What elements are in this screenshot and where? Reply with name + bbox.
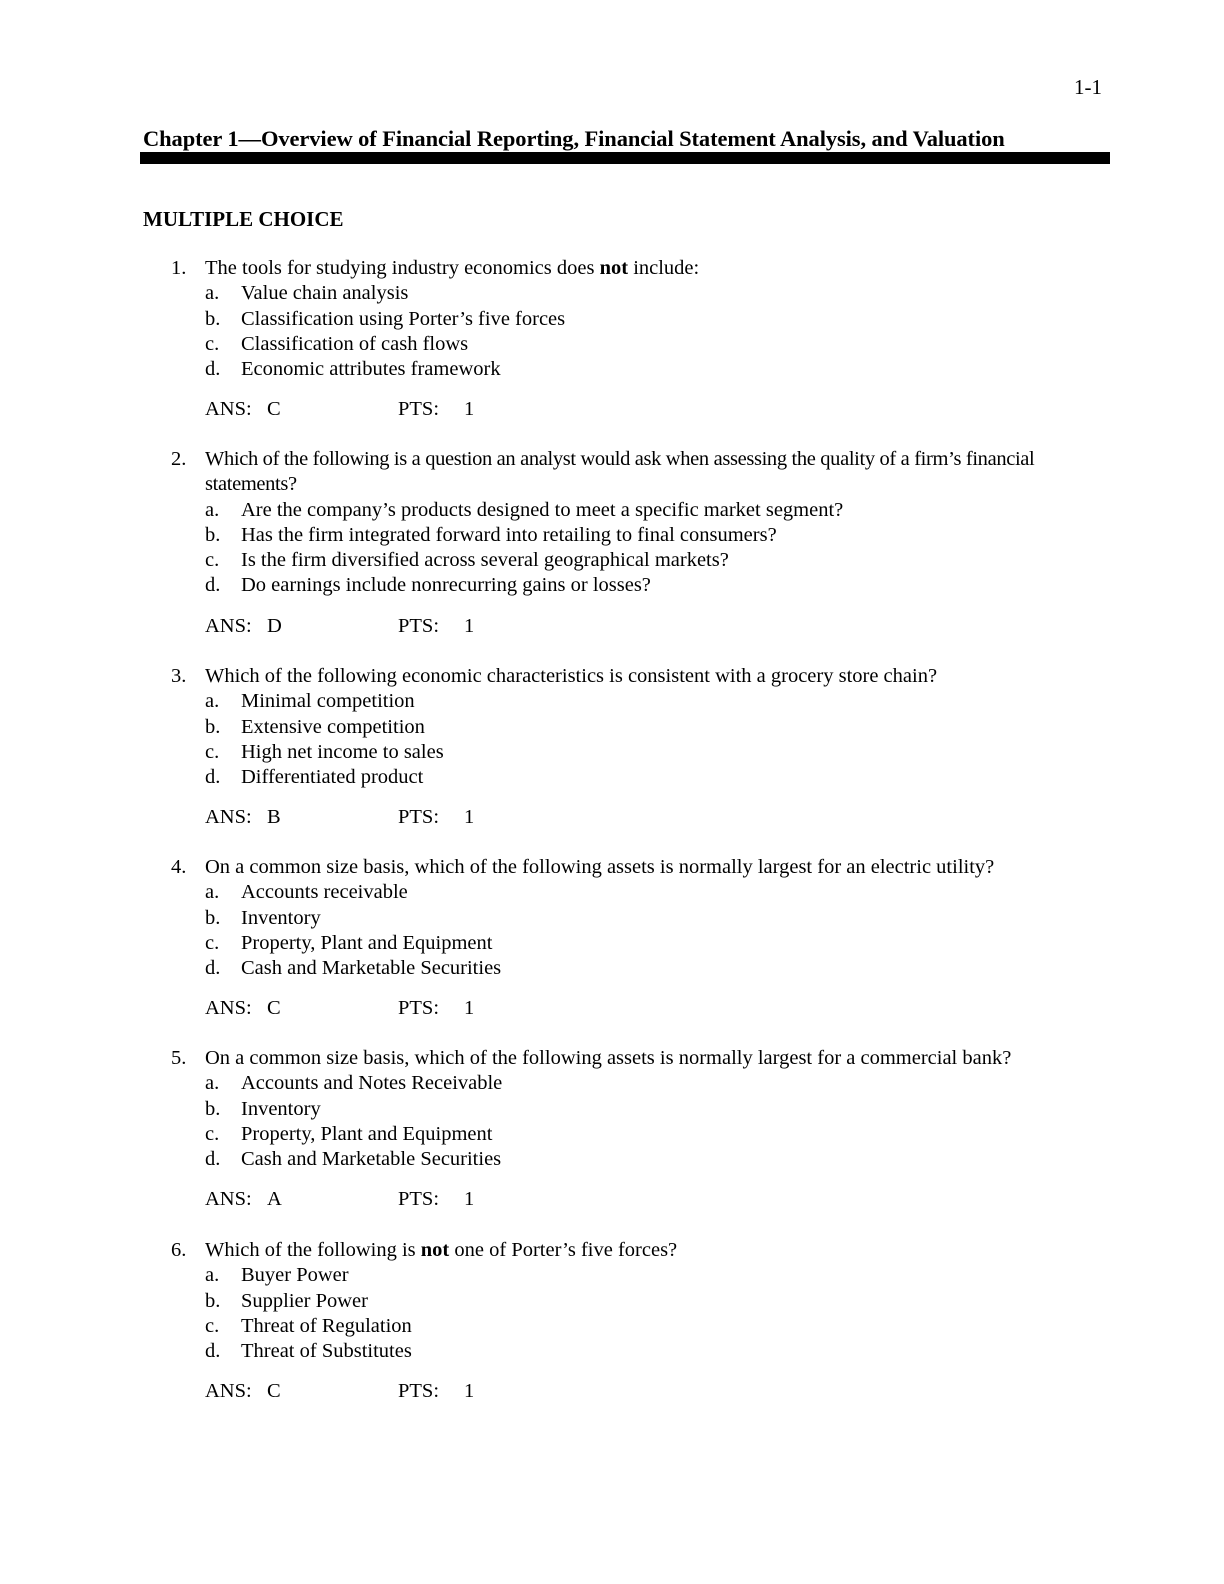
question-number: 3. <box>171 665 187 687</box>
question-1 <box>171 256 1091 423</box>
question-text: Which of the following economic characteristics is consistent with a grocery store chain? <box>205 665 938 687</box>
choice-a: a. Value chain analysis <box>205 282 409 305</box>
choice-c: c. Property, Plant and Equipment <box>205 931 493 954</box>
question-2 <box>171 447 1091 639</box>
question-text: Which of the following is a question an analyst would ask when assessing the quality of a firm’s financial statements? <box>205 448 1035 496</box>
answer-line <box>205 996 1091 1021</box>
choice-d: d. Threat of Substitutes <box>205 1340 412 1363</box>
choice-c: c. Property, Plant and Equipment <box>205 1122 493 1145</box>
answer-value: D <box>267 614 282 637</box>
answer-line <box>205 614 1091 639</box>
answer-line <box>205 1187 1091 1212</box>
choice-a: a. Accounts and Notes Receivable <box>205 1072 503 1095</box>
question-number: 5. <box>171 1047 187 1069</box>
question-stem <box>171 664 1091 689</box>
choice-c: c. Threat of Regulation <box>205 1314 412 1337</box>
choice-b: b. Classification using Porter’s five forces <box>205 307 566 330</box>
points-value: 1 <box>464 997 475 1020</box>
choice-c: c. Is the firm diversified across several geographical markets? <box>205 549 729 572</box>
answer-value: C <box>267 1380 281 1403</box>
choice-d: d. Cash and Marketable Securities <box>205 1148 502 1171</box>
chapter-title: Chapter 1—Overview of Financial Reporting, Financial Statement Analysis, and Valuation <box>143 126 1005 151</box>
question-6 <box>171 1238 1091 1405</box>
section-heading: MULTIPLE CHOICE <box>143 207 344 231</box>
question-number: 2. <box>171 448 187 470</box>
question-3 <box>171 664 1091 831</box>
choice-b: b. Has the firm integrated forward into retailing to final consumers? <box>205 523 777 546</box>
question-stem <box>171 1046 1091 1071</box>
choice-d: d. Cash and Marketable Securities <box>205 957 502 980</box>
question-stem <box>171 855 1091 880</box>
question-stem <box>171 256 1091 281</box>
choice-b: b. Inventory <box>205 1097 321 1120</box>
answer-value: C <box>267 997 281 1020</box>
pts-label: PTS: <box>398 1380 440 1403</box>
ans-label: ANS: <box>205 1188 252 1211</box>
question-4 <box>171 855 1091 1022</box>
choice-b: b. Extensive competition <box>205 715 425 738</box>
choice-b: b. Supplier Power <box>205 1289 368 1312</box>
title-rule-divider <box>140 152 1110 164</box>
answer-line <box>205 397 1091 422</box>
page-number: 1-1 <box>1074 75 1102 99</box>
answer-value: C <box>267 398 281 421</box>
question-stem <box>171 447 1091 498</box>
choice-d: d. Differentiated product <box>205 766 424 789</box>
choice-c: c. High net income to sales <box>205 740 444 763</box>
question-text: The tools for studying industry economics does not include: <box>205 257 700 279</box>
ans-label: ANS: <box>205 1380 252 1403</box>
question-5 <box>171 1046 1091 1213</box>
ans-label: ANS: <box>205 997 252 1020</box>
points-value: 1 <box>464 614 475 637</box>
choice-a: a. Accounts receivable <box>205 881 408 904</box>
choice-a: a. Buyer Power <box>205 1264 349 1287</box>
ans-label: ANS: <box>205 806 252 829</box>
question-stem <box>171 1238 1091 1263</box>
pts-label: PTS: <box>398 1188 440 1211</box>
answer-value: A <box>267 1188 282 1211</box>
answer-line <box>205 1379 1091 1404</box>
choice-c: c. Classification of cash flows <box>205 332 469 355</box>
question-text: On a common size basis, which of the following assets is normally largest for an electric utility? <box>205 856 995 878</box>
ans-label: ANS: <box>205 614 252 637</box>
question-number: 4. <box>171 856 187 878</box>
answer-line <box>205 805 1091 830</box>
choice-a: a. Are the company’s products designed to meet a specific market segment? <box>205 498 844 521</box>
question-text: Which of the following is not one of Porter’s five forces? <box>205 1239 678 1261</box>
pts-label: PTS: <box>398 997 440 1020</box>
choice-d: d. Economic attributes framework <box>205 358 501 381</box>
emphasis: not <box>420 1239 450 1261</box>
answer-value: B <box>267 806 281 829</box>
pts-label: PTS: <box>398 398 440 421</box>
ans-label: ANS: <box>205 398 252 421</box>
choice-a: a. Minimal competition <box>205 690 415 713</box>
emphasis: not <box>599 257 629 279</box>
question-text: On a common size basis, which of the following assets is normally largest for a commercial bank? <box>205 1047 1012 1069</box>
pts-label: PTS: <box>398 806 440 829</box>
question-number: 1. <box>171 257 187 279</box>
points-value: 1 <box>464 398 475 421</box>
points-value: 1 <box>464 1380 475 1403</box>
pts-label: PTS: <box>398 614 440 637</box>
points-value: 1 <box>464 806 475 829</box>
points-value: 1 <box>464 1188 475 1211</box>
question-number: 6. <box>171 1239 187 1261</box>
choice-b: b. Inventory <box>205 906 321 929</box>
choice-d: d. Do earnings include nonrecurring gains or losses? <box>205 574 651 597</box>
